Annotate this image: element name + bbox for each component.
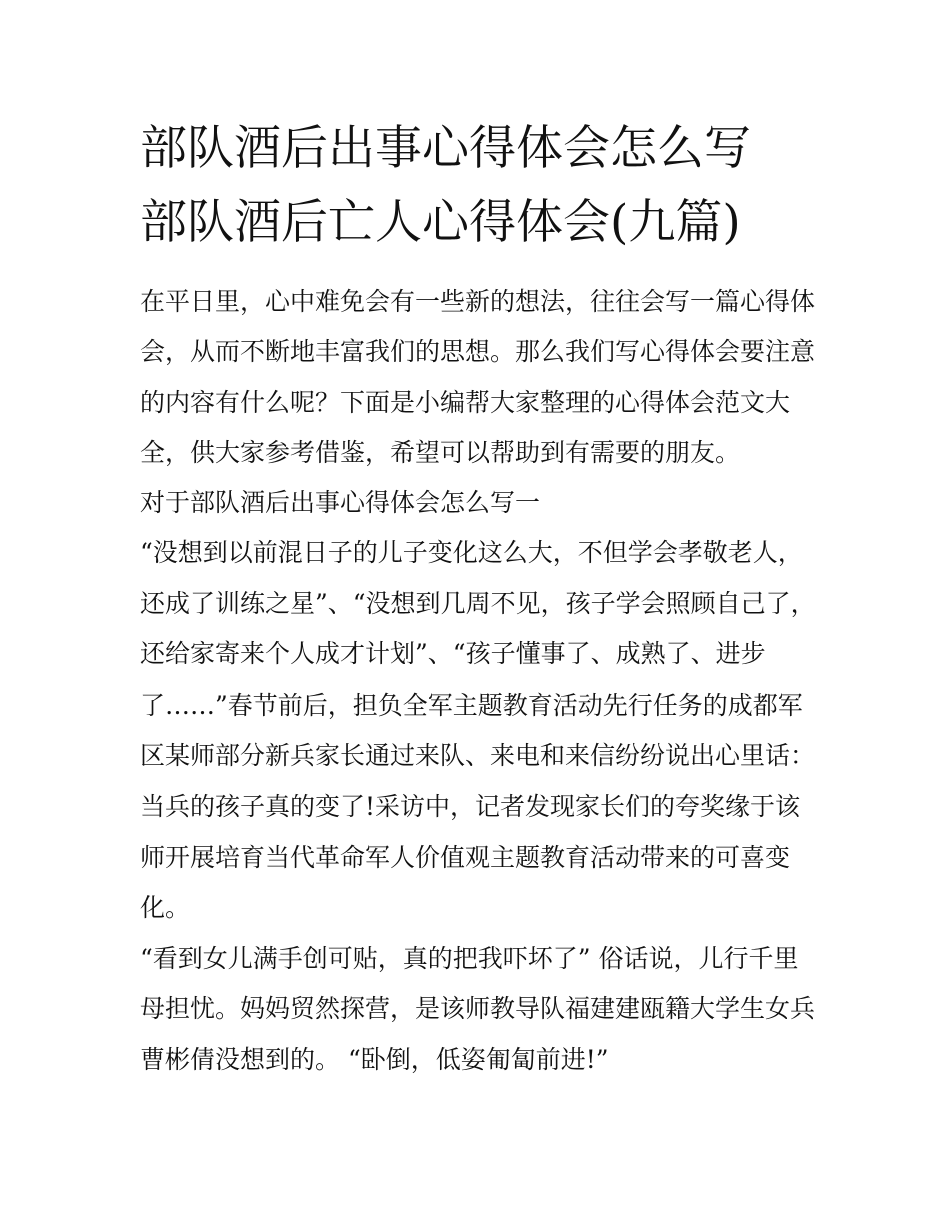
paragraph2-line-2: 母担忧。妈妈贸然探营，是该师教导队福建建瓯籍大学生女兵	[140, 994, 816, 1023]
paragraph2-line-3: 曹彬倩没想到的。 “卧倒，低姿匍匐前进!”	[140, 1045, 609, 1074]
paragraph1-line-2: 还成了训练之星”、“没想到几周不见，孩子学会照顾自己了，	[140, 589, 816, 618]
intro-line-2: 会，从而不断地丰富我们的思想。那么我们写心得体会要注意	[140, 337, 816, 366]
paragraph1-line-3: 还给家寄来个人成才计划”、“孩子懂事了、成熟了、进步	[140, 639, 766, 668]
paragraph1-line-5: 区某师部分新兵家长通过来队、来电和来信纷纷说出心里话：	[140, 741, 816, 770]
paragraph1-line-8: 化。	[140, 893, 191, 922]
intro-line-3: 的内容有什么呢？下面是小编帮大家整理的心得体会范文大	[140, 388, 791, 417]
section-heading: 对于部队酒后出事心得体会怎么写一	[140, 488, 541, 517]
paragraph1-line-4: 了……”春节前后，担负全军主题教育活动先行任务的成都军	[140, 691, 803, 720]
paragraph2-line-1: “看到女儿满手创可贴，真的把我吓坏了” 俗话说，儿行千里	[140, 944, 799, 973]
paragraph1-line-1: “没想到以前混日子的儿子变化这么大，不但学会孝敬老人，	[140, 538, 803, 567]
intro-line-4: 全，供大家参考借鉴，希望可以帮助到有需要的朋友。	[140, 438, 741, 467]
paragraph1-line-7: 师开展培育当代革命军人价值观主题教育活动带来的可喜变	[140, 843, 791, 872]
intro-line-1: 在平日里，心中难免会有一些新的想法，往往会写一篇心得体	[140, 287, 816, 316]
paragraph1-line-6: 当兵的孩子真的变了!采访中，记者发现家长们的夸奖缘于该	[140, 792, 801, 821]
document-title-line-1: 部队酒后出事心得体会怎么写	[140, 121, 751, 176]
document-title-line-2: 部队酒后亡人心得体会(九篇)	[140, 195, 741, 250]
